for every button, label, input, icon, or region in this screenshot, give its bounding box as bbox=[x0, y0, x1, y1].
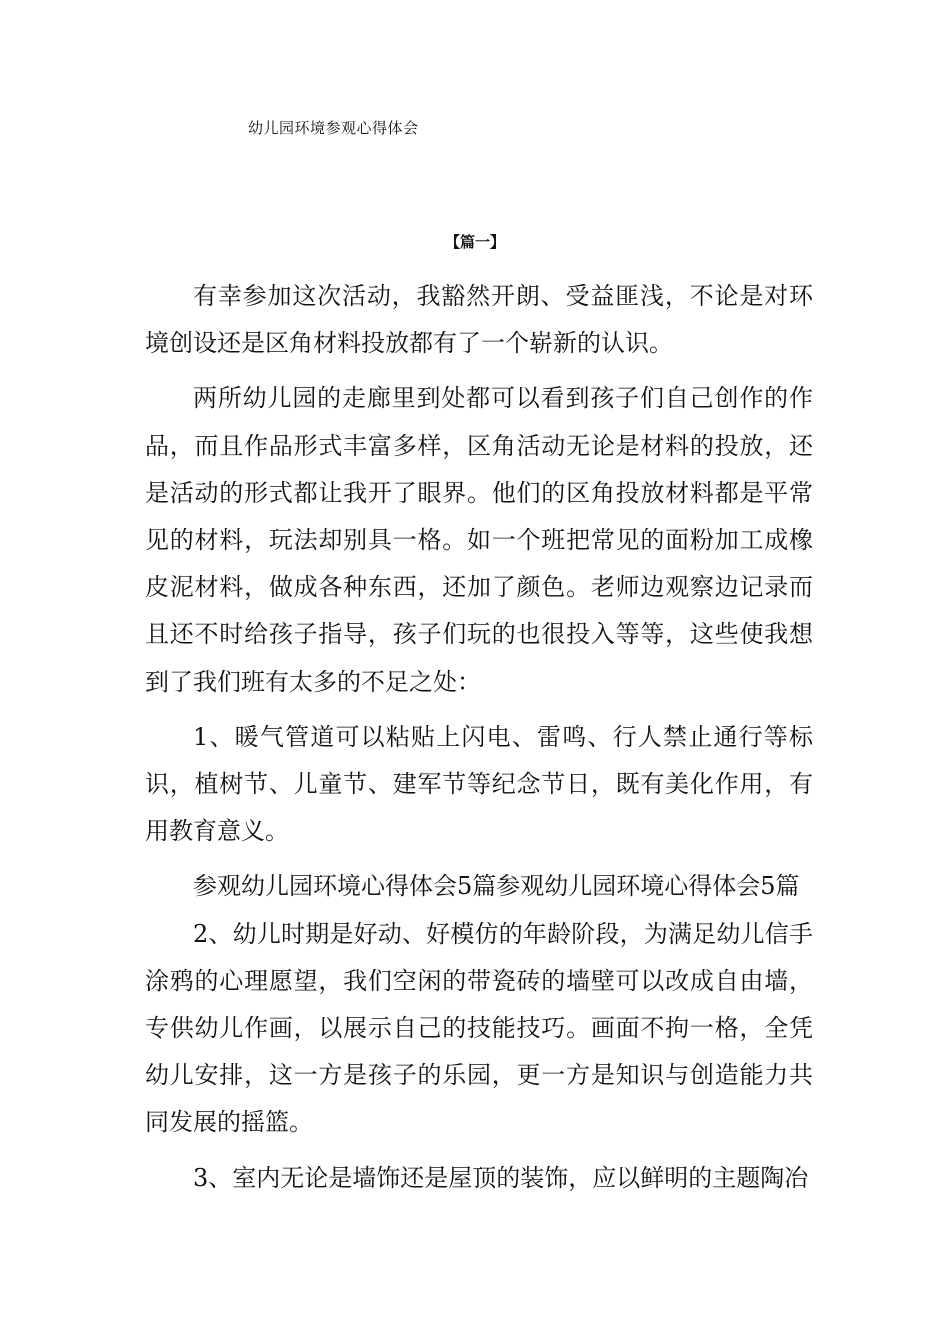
document-body bbox=[145, 273, 813, 1210]
paragraph-point-2: 2、幼儿时期是好动、好模仿的年龄阶段，为满足幼儿信手涂鸦的心理愿望，我们空闲的带瓷砖的墙壁可以改成自由墙，专供幼儿作画，以展示自己的技能技巧。画面不拘一格，全凭幼儿安排，这一方是孩子的乐园，更一方是知识与创造能力共同发展的摇篮。 bbox=[145, 919, 813, 1137]
paragraph-observations: 两所幼儿园的走廊里到处都可以看到孩子们自己创作的作品，而且作品形式丰富多样，区角活动无论是材料的投放，还是活动的形式都让我开了眼界。他们的区角投放材料都是平常见的材料，玩法却别具一格。如一个班把常见的面粉加工成橡皮泥材料，做成各种东西，还加了颜色。老师边观察边记录而且还不时给孩子指导，孩子们玩的也很投入等等，这些使我想到了我们班有太多的不足之处： bbox=[145, 384, 813, 696]
paragraph-point-3: 3、室内无论是墙饰还是屋顶的装饰，应以鲜明的主题陶冶 bbox=[193, 1163, 809, 1192]
paragraph-repeated-heading: 参观幼儿园环境心得体会5篇参观幼儿园环境心得体会5篇 bbox=[193, 872, 800, 901]
paragraph-point-1: 1、暖气管道可以粘贴上闪电、雷鸣、行人禁止通行等标识，植树节、儿童节、建军节等纪念节日，既有美化作用，有用教育意义。 bbox=[145, 722, 813, 846]
paragraph-intro: 有幸参加这次活动，我豁然开朗、受益匪浅，不论是对环境创设还是区角材料投放都有了一个崭新的认识。 bbox=[145, 282, 813, 358]
document-title: 幼儿园环境参观心得体会 bbox=[248, 119, 419, 137]
section-heading: 【篇一】 bbox=[444, 233, 505, 251]
